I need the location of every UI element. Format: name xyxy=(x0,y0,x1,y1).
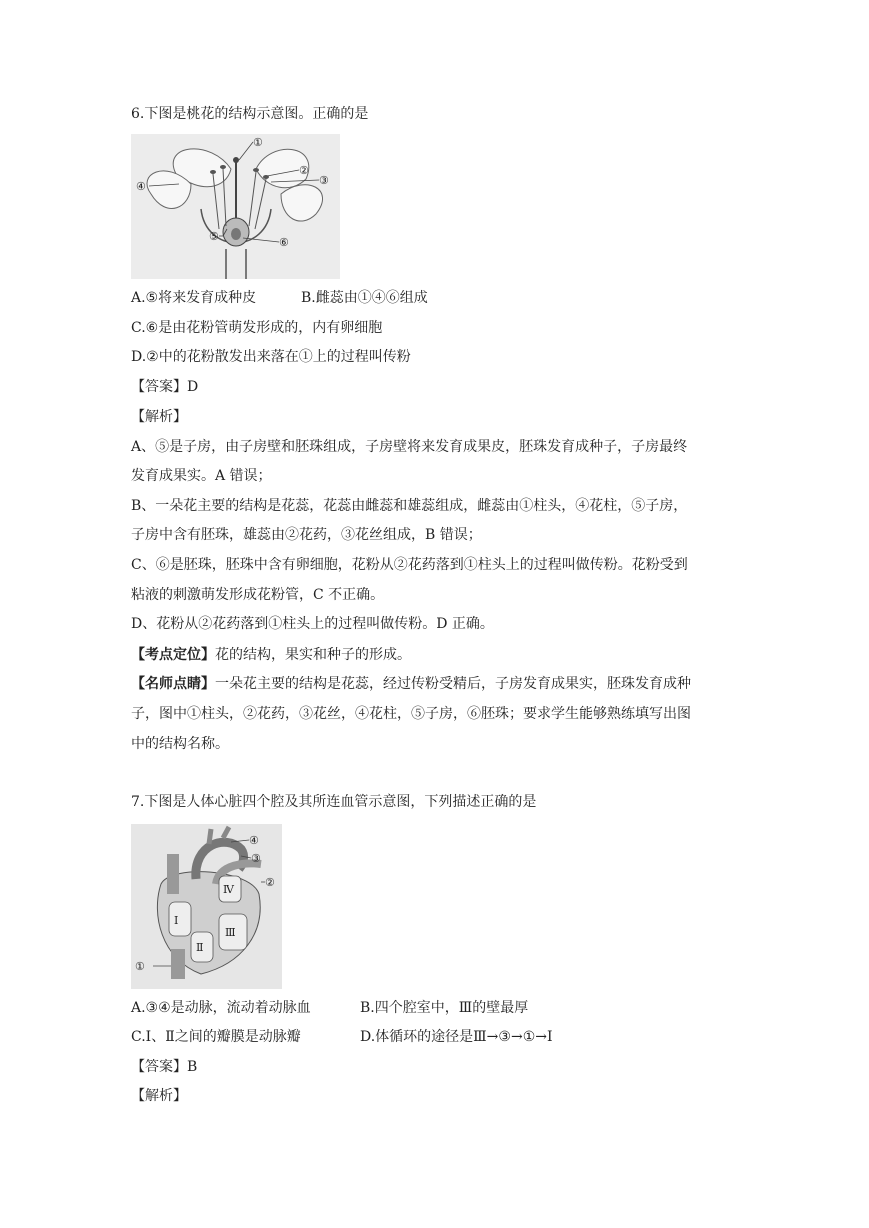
q6-option-b: B.雌蕊由①④⑥组成 xyxy=(301,290,428,306)
heart-chamber-iv: Ⅳ xyxy=(223,883,234,896)
q7-option-c: C.Ⅰ、Ⅱ之间的瓣膜是动脉瓣 xyxy=(131,1029,301,1045)
q6-analysis-line: C、⑥是胚珠，胚珠中含有卵细胞，花粉从②花药落到①柱头上的过程叫做传粉。花粉受到 xyxy=(131,557,688,573)
q6-mingshi-line: 中的结构名称。 xyxy=(131,736,229,752)
peach-flower-figure xyxy=(131,134,340,279)
flower-label-3: ③ xyxy=(319,174,329,187)
heart-chamber-i: Ⅰ xyxy=(174,914,179,927)
flower-label-2: ② xyxy=(299,164,309,177)
q6-title: 6.下图是桃花的结构示意图。正确的是 xyxy=(131,106,369,122)
q7-answer: 【答案】B xyxy=(131,1059,198,1075)
q6-option-d: D.②中的花粉散发出来落在①上的过程叫传粉 xyxy=(131,349,411,365)
q6-analysis-heading: 【解析】 xyxy=(131,409,187,425)
q7-analysis-heading: 【解析】 xyxy=(131,1088,187,1104)
flower-label-1: ① xyxy=(253,136,263,149)
heart-figure xyxy=(131,824,282,989)
q6-analysis-line: 粘液的刺激萌发形成花粉管，C 不正确。 xyxy=(131,587,385,603)
heart-label-3: ③ xyxy=(251,852,261,865)
q6-mingshi xyxy=(131,674,691,694)
heart-chamber-ii: Ⅱ xyxy=(196,941,204,954)
kaodian-tag: 【考点定位】 xyxy=(131,647,215,663)
q6-analysis-line: B、一朵花主要的结构是花蕊，花蕊由雌蕊和雄蕊组成，雌蕊由①柱头，④花柱，⑤子房， xyxy=(131,498,688,514)
flower-label-5: ⑤ xyxy=(209,230,219,243)
heart-label-4: ④ xyxy=(249,834,259,847)
q6-answer: 【答案】D xyxy=(131,379,199,395)
heart-chamber-iii: Ⅲ xyxy=(225,926,236,939)
q6-option-c: C.⑥是由花粉管萌发形成的，内有卵细胞 xyxy=(131,320,383,336)
mingshi-tag: 【名师点睛】 xyxy=(131,676,215,692)
q7-option-a: A.③④是动脉，流动着动脉血 xyxy=(131,1000,311,1016)
q6-analysis-line: A、⑤是子房，由子房壁和胚珠组成，子房壁将来发育成果皮，胚珠发育成种子，子房最终 xyxy=(131,439,688,455)
heart-label-2: ② xyxy=(265,876,275,889)
flower-label-4: ④ xyxy=(136,180,146,193)
q7-option-b: B.四个腔室中，Ⅲ的壁最厚 xyxy=(360,1000,529,1016)
q6-option-a: A.⑤将来发育成种皮 xyxy=(131,290,257,306)
q6-analysis-line: D、花粉从②花药落到①柱头上的过程叫做传粉。D 正确。 xyxy=(131,616,494,632)
mingshi-text: 一朵花主要的结构是花蕊，经过传粉受精后，子房发育成果实，胚珠发育成种 xyxy=(215,676,691,692)
heart-label-1: ① xyxy=(135,960,145,973)
q7-title: 7.下图是人体心脏四个腔及其所连血管示意图，下列描述正确的是 xyxy=(131,794,537,810)
q6-kaodian xyxy=(131,645,411,665)
q6-mingshi-line: 子，图中①柱头，②花药，③花丝，④花柱，⑤子房，⑥胚珠；要求学生能够熟练填写出图 xyxy=(131,706,691,722)
q6-analysis-line: 子房中含有胚珠，雄蕊由②花药，③花丝组成，B 错误； xyxy=(131,527,482,543)
kaodian-text: 花的结构，果实和种子的形成。 xyxy=(215,647,411,663)
flower-label-6: ⑥ xyxy=(279,236,289,249)
q7-option-d: D.体循环的途径是Ⅲ→③→①→Ⅰ xyxy=(360,1029,553,1045)
q6-analysis-line: 发育成果实。A 错误； xyxy=(131,468,272,484)
